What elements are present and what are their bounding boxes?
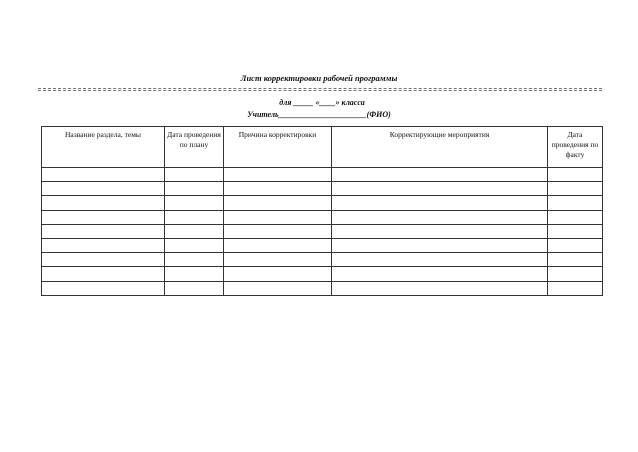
cell-section-topic <box>42 182 165 196</box>
table-row <box>42 253 603 267</box>
cell-section-topic <box>42 238 165 252</box>
cell-corrective-measures <box>332 210 548 224</box>
teacher-line: Учитель______________________(ФИО) <box>247 110 391 119</box>
cell-actual-date <box>548 182 603 196</box>
cell-section-topic <box>42 196 165 210</box>
cell-correction-reason <box>224 224 332 238</box>
table-body <box>42 168 603 296</box>
class-line: для _____ «____» класса <box>279 98 365 107</box>
cell-correction-reason <box>224 281 332 295</box>
cell-correction-reason <box>224 210 332 224</box>
column-header-correction-reason: Причина корректировки <box>224 127 332 168</box>
cell-planned-date <box>165 267 224 281</box>
cell-planned-date <box>165 238 224 252</box>
cell-corrective-measures <box>332 238 548 252</box>
cell-corrective-measures <box>332 224 548 238</box>
table-header-row <box>42 127 603 168</box>
cell-planned-date <box>165 196 224 210</box>
cell-planned-date <box>165 253 224 267</box>
cell-corrective-measures <box>332 196 548 210</box>
cell-section-topic <box>42 168 165 182</box>
cell-actual-date <box>548 196 603 210</box>
cell-section-topic <box>42 267 165 281</box>
table-row <box>42 182 603 196</box>
cell-actual-date <box>548 238 603 252</box>
dotted-divider <box>38 88 602 89</box>
cell-section-topic <box>42 224 165 238</box>
table-row <box>42 168 603 182</box>
column-header-actual-date: Дата проведения по факту <box>548 127 603 168</box>
cell-correction-reason <box>224 238 332 252</box>
cell-actual-date <box>548 224 603 238</box>
cell-section-topic <box>42 281 165 295</box>
cell-actual-date <box>548 210 603 224</box>
cell-correction-reason <box>224 267 332 281</box>
column-header-corrective-measures: Корректирующие мероприятия <box>332 127 548 168</box>
table-row <box>42 210 603 224</box>
cell-actual-date <box>548 281 603 295</box>
cell-corrective-measures <box>332 281 548 295</box>
cell-corrective-measures <box>332 253 548 267</box>
table-row <box>42 224 603 238</box>
cell-section-topic <box>42 210 165 224</box>
cell-correction-reason <box>224 196 332 210</box>
cell-actual-date <box>548 253 603 267</box>
document-title: Лист корректировки рабочей программы <box>240 73 398 83</box>
cell-planned-date <box>165 182 224 196</box>
table-row <box>42 267 603 281</box>
cell-corrective-measures <box>332 168 548 182</box>
cell-planned-date <box>165 168 224 182</box>
dotted-divider-secondary <box>38 90 602 91</box>
cell-planned-date <box>165 281 224 295</box>
cell-section-topic <box>42 253 165 267</box>
cell-corrective-measures <box>332 267 548 281</box>
column-header-planned-date: Дата проведения по плану <box>165 127 224 168</box>
cell-actual-date <box>548 168 603 182</box>
table-row <box>42 238 603 252</box>
cell-planned-date <box>165 224 224 238</box>
cell-planned-date <box>165 210 224 224</box>
table-row <box>42 281 603 295</box>
cell-correction-reason <box>224 182 332 196</box>
cell-corrective-measures <box>332 182 548 196</box>
column-header-section-topic: Название раздела, темы <box>42 127 165 168</box>
cell-correction-reason <box>224 168 332 182</box>
table-row <box>42 196 603 210</box>
cell-correction-reason <box>224 253 332 267</box>
cell-actual-date <box>548 267 603 281</box>
correction-table <box>41 126 603 296</box>
